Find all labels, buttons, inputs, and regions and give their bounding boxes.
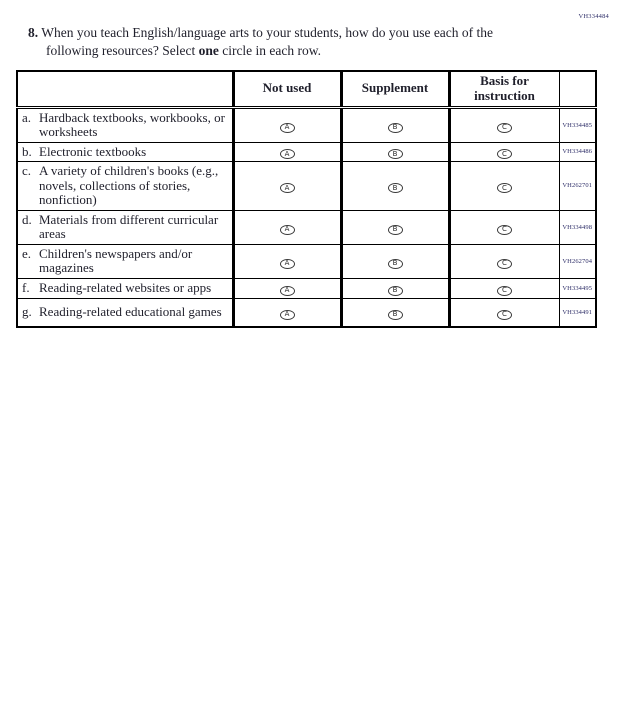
row-label	[17, 244, 233, 278]
table-row-a	[17, 107, 596, 142]
radio-basis[interactable]: C	[497, 259, 512, 269]
radio-basis[interactable]: C	[497, 183, 512, 193]
header-empty-label	[17, 71, 233, 107]
cell-basis	[449, 142, 559, 162]
header-basis-for-instruction: Basis for instruction	[449, 71, 559, 107]
row-letter: c.	[22, 163, 32, 179]
row-text: Reading-related educational games	[39, 303, 222, 319]
cell-supplement	[341, 278, 449, 298]
radio-not-used[interactable]: A	[280, 310, 295, 320]
radio-basis[interactable]: C	[497, 286, 512, 296]
header-supplement: Supplement	[341, 71, 449, 107]
cell-not-used	[233, 162, 341, 211]
radio-not-used[interactable]: A	[280, 286, 295, 296]
question-line2-post: circle in each row.	[218, 42, 322, 58]
cell-supplement	[341, 107, 449, 142]
cell-supplement	[341, 162, 449, 211]
table-row-c	[17, 162, 596, 211]
cell-supplement	[341, 210, 449, 244]
cell-basis	[449, 278, 559, 298]
row-code: VH334495	[559, 278, 596, 298]
row-label	[17, 142, 233, 162]
radio-supplement[interactable]: B	[388, 183, 403, 193]
row-text: Reading-related websites or apps	[39, 279, 212, 295]
row-letter: g.	[22, 303, 32, 319]
row-text: Children's newspapers and/or magazines	[39, 245, 193, 276]
cell-supplement	[341, 298, 449, 327]
radio-not-used[interactable]: A	[280, 225, 295, 235]
radio-basis[interactable]: C	[497, 225, 512, 235]
row-code: VH334485	[559, 107, 596, 142]
radio-basis[interactable]: C	[497, 149, 512, 159]
header-not-used: Not used	[233, 71, 341, 107]
radio-not-used[interactable]: A	[280, 123, 295, 133]
row-label	[17, 278, 233, 298]
resources-usage-table	[16, 70, 597, 328]
cell-not-used	[233, 298, 341, 327]
question-line2-pre: following resources? Select	[46, 42, 199, 58]
table-row-d	[17, 210, 596, 244]
header-empty-code	[559, 71, 596, 107]
row-code: VH334491	[559, 298, 596, 327]
row-text: Electronic textbooks	[39, 143, 147, 159]
cell-not-used	[233, 107, 341, 142]
radio-supplement[interactable]: B	[388, 259, 403, 269]
row-label	[17, 107, 233, 142]
radio-supplement[interactable]: B	[388, 123, 403, 133]
table-row-e	[17, 244, 596, 278]
cell-not-used	[233, 210, 341, 244]
row-letter: b.	[22, 143, 32, 159]
header-row	[17, 71, 596, 107]
row-label	[17, 162, 233, 211]
radio-supplement[interactable]: B	[388, 310, 403, 320]
row-label	[17, 298, 233, 327]
radio-basis[interactable]: C	[497, 310, 512, 320]
row-letter: f.	[22, 279, 30, 295]
row-code: VH334498	[559, 210, 596, 244]
row-code: VH334486	[559, 142, 596, 162]
cell-basis	[449, 107, 559, 142]
row-letter: d.	[22, 211, 32, 227]
radio-not-used[interactable]: A	[280, 183, 295, 193]
question-bold-word: one	[198, 42, 219, 58]
row-letter: e.	[22, 245, 32, 261]
cell-supplement	[341, 142, 449, 162]
radio-not-used[interactable]: A	[280, 259, 295, 269]
question-line1: When you teach English/language arts to your students, how do you use each of the	[41, 25, 494, 40]
radio-supplement[interactable]: B	[388, 225, 403, 235]
cell-basis	[449, 244, 559, 278]
cell-basis	[449, 210, 559, 244]
question-text	[28, 24, 551, 60]
question-number: 8.	[28, 25, 39, 40]
row-code: VH262701	[559, 162, 596, 211]
cell-supplement	[341, 244, 449, 278]
radio-not-used[interactable]: A	[280, 149, 295, 159]
radio-supplement[interactable]: B	[388, 286, 403, 296]
cell-not-used	[233, 244, 341, 278]
form-item-code: VH334484	[578, 13, 609, 20]
radio-basis[interactable]: C	[497, 123, 512, 133]
row-text: Hardback textbooks, workbooks, or worksheets	[39, 109, 225, 140]
cell-basis	[449, 298, 559, 327]
row-letter: a.	[22, 109, 32, 125]
cell-not-used	[233, 278, 341, 298]
table-row-f	[17, 278, 596, 298]
row-code: VH262704	[559, 244, 596, 278]
row-text: Materials from different curricular areas	[39, 211, 219, 242]
table-row-g	[17, 298, 596, 327]
cell-basis	[449, 162, 559, 211]
row-label	[17, 210, 233, 244]
table-row-b	[17, 142, 596, 162]
cell-not-used	[233, 142, 341, 162]
radio-supplement[interactable]: B	[388, 149, 403, 159]
row-text: A variety of children's books (e.g., novels, collections of stories, nonfiction)	[39, 163, 219, 208]
